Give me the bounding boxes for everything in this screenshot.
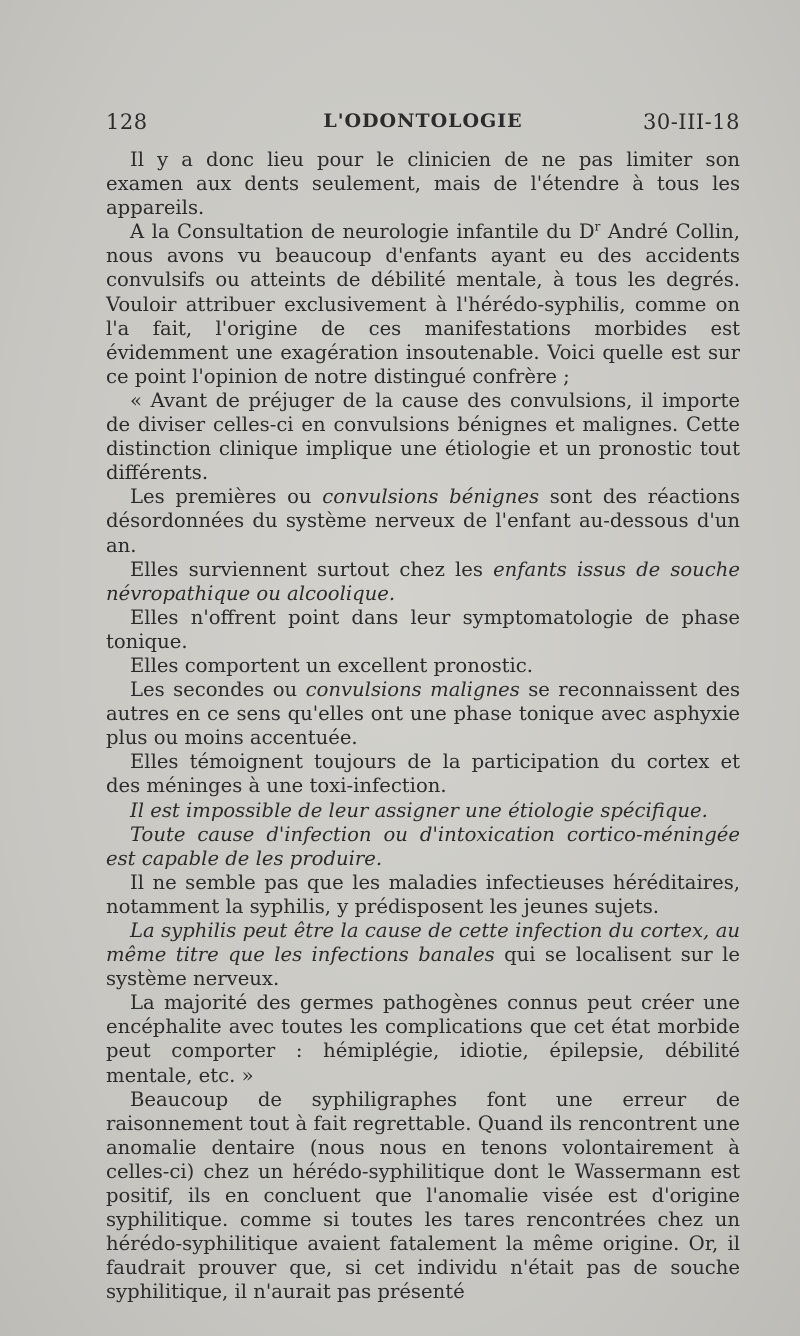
paragraph-4-text-a: Les premières ou [130,485,323,509]
paragraph-7: Elles comportent un excellent pronostic. [130,653,534,677]
paragraph-8-italic: convulsions malignes [305,678,520,702]
paragraph-5-italic: enfants issus de souche névropathique ou alcoolique. [106,557,740,605]
paragraph-2-text-a: A la Consultation de neurologie infantile du D [130,220,595,244]
paragraph-1: Il y a donc lieu pour le clinicien de ne pas limiter son examen aux dents seulement, mais de l'étendre à tous les appareils. [106,148,740,220]
paragraph-5 [106,558,740,606]
paragraph-10: Il est impossible de leur assigner une étiologie spécifique. [130,798,708,822]
paragraph-4-italic: convulsions bénignes [322,485,539,509]
paragraph-6: Elles n'offrent point dans leur symptomatologie de phase tonique. [106,605,740,653]
issue-date: 30-III-18 [642,110,740,134]
article-body [106,148,740,1305]
paragraph-11: Toute cause d'infection ou d'intoxication cortico-méningée est capable de les produire. [106,822,740,870]
paragraph-15: Beaucoup de syphiligraphes font une erreur de raisonnement tout à fait regrettable. Quand ils rencontrent une anomalie dentaire (nous nous en tenons volontairement à celles-ci) chez un hérédo-syphilitique dont le Wassermann est positif, ils en concluent que l'anomalie visée est d'origine syphilitique. comme si toutes les tares rencontrées chez un hérédo-syphilitique avaient fatalement la même origine. Or, il faudrait prouver que, si cet individu n'était pas de souche syphilitique, il n'aurait pas présenté [106,1087,740,1304]
paragraph-8-text-b: se reconnaissent des autres en ce sens qu'elles ont une phase tonique avec asphyxie plus ou moins accentuée. [106,678,740,750]
paragraph-12: Il ne semble pas que les maladies infectieuses héréditaires, notamment la syphilis, y prédisposent les jeunes sujets. [106,870,740,918]
paragraph-14: La majorité des germes pathogènes connus peut créer une encéphalite avec toutes les complications que cet état morbide peut comporter : hémiplégie, idiotie, épilepsie, débilité mentale, etc. » [106,991,740,1087]
paragraph-2 [106,220,740,389]
paragraph-8-text-a: Les secondes ou [130,678,306,702]
paragraph-3: « Avant de préjuger de la cause des convulsions, il importe de diviser celles-ci en convulsions bénignes et malignes. Cette distinction clinique implique une étiologie et un pronostic tout différents. [106,388,740,485]
paragraph-2-sup: r [594,219,601,234]
journal-title: L'ODONTOLOGIE [323,110,523,132]
paragraph-8 [106,678,740,750]
paragraph-4-text-b: sont des réactions désordonnées du système nerveux de l'enfant au-dessous d'un an. [106,485,740,557]
running-header [106,110,740,140]
paragraph-2-text-b: André Collin, nous avons vu beaucoup d'enfants ayant eu des accidents convulsifs ou atteints de débilité mentale, à tous les degrés. Vouloir attribuer exclusivement à l'hérédo-syphilis, comme on l'a fait, l'origine de ces manifestations morbides est évidemment une exagération insoutenable. Voici quelle est sur ce point l'opinion de notre distingué confrère ; [106,220,741,388]
page-number: 128 [106,110,148,134]
paragraph-13 [106,919,740,991]
paragraph-5-text-a: Elles surviennent surtout chez les [130,557,494,581]
paragraph-4 [106,485,740,557]
paragraph-13-italic: La syphilis peut être la cause de cette infection du cortex, au même titre que les infections banales [106,919,740,967]
paragraph-13-text-b: qui se localisent sur le système nerveux. [106,943,740,991]
paragraph-9: Elles témoignent toujours de la participation du cortex et des méninges à une toxi-infection. [106,750,740,798]
